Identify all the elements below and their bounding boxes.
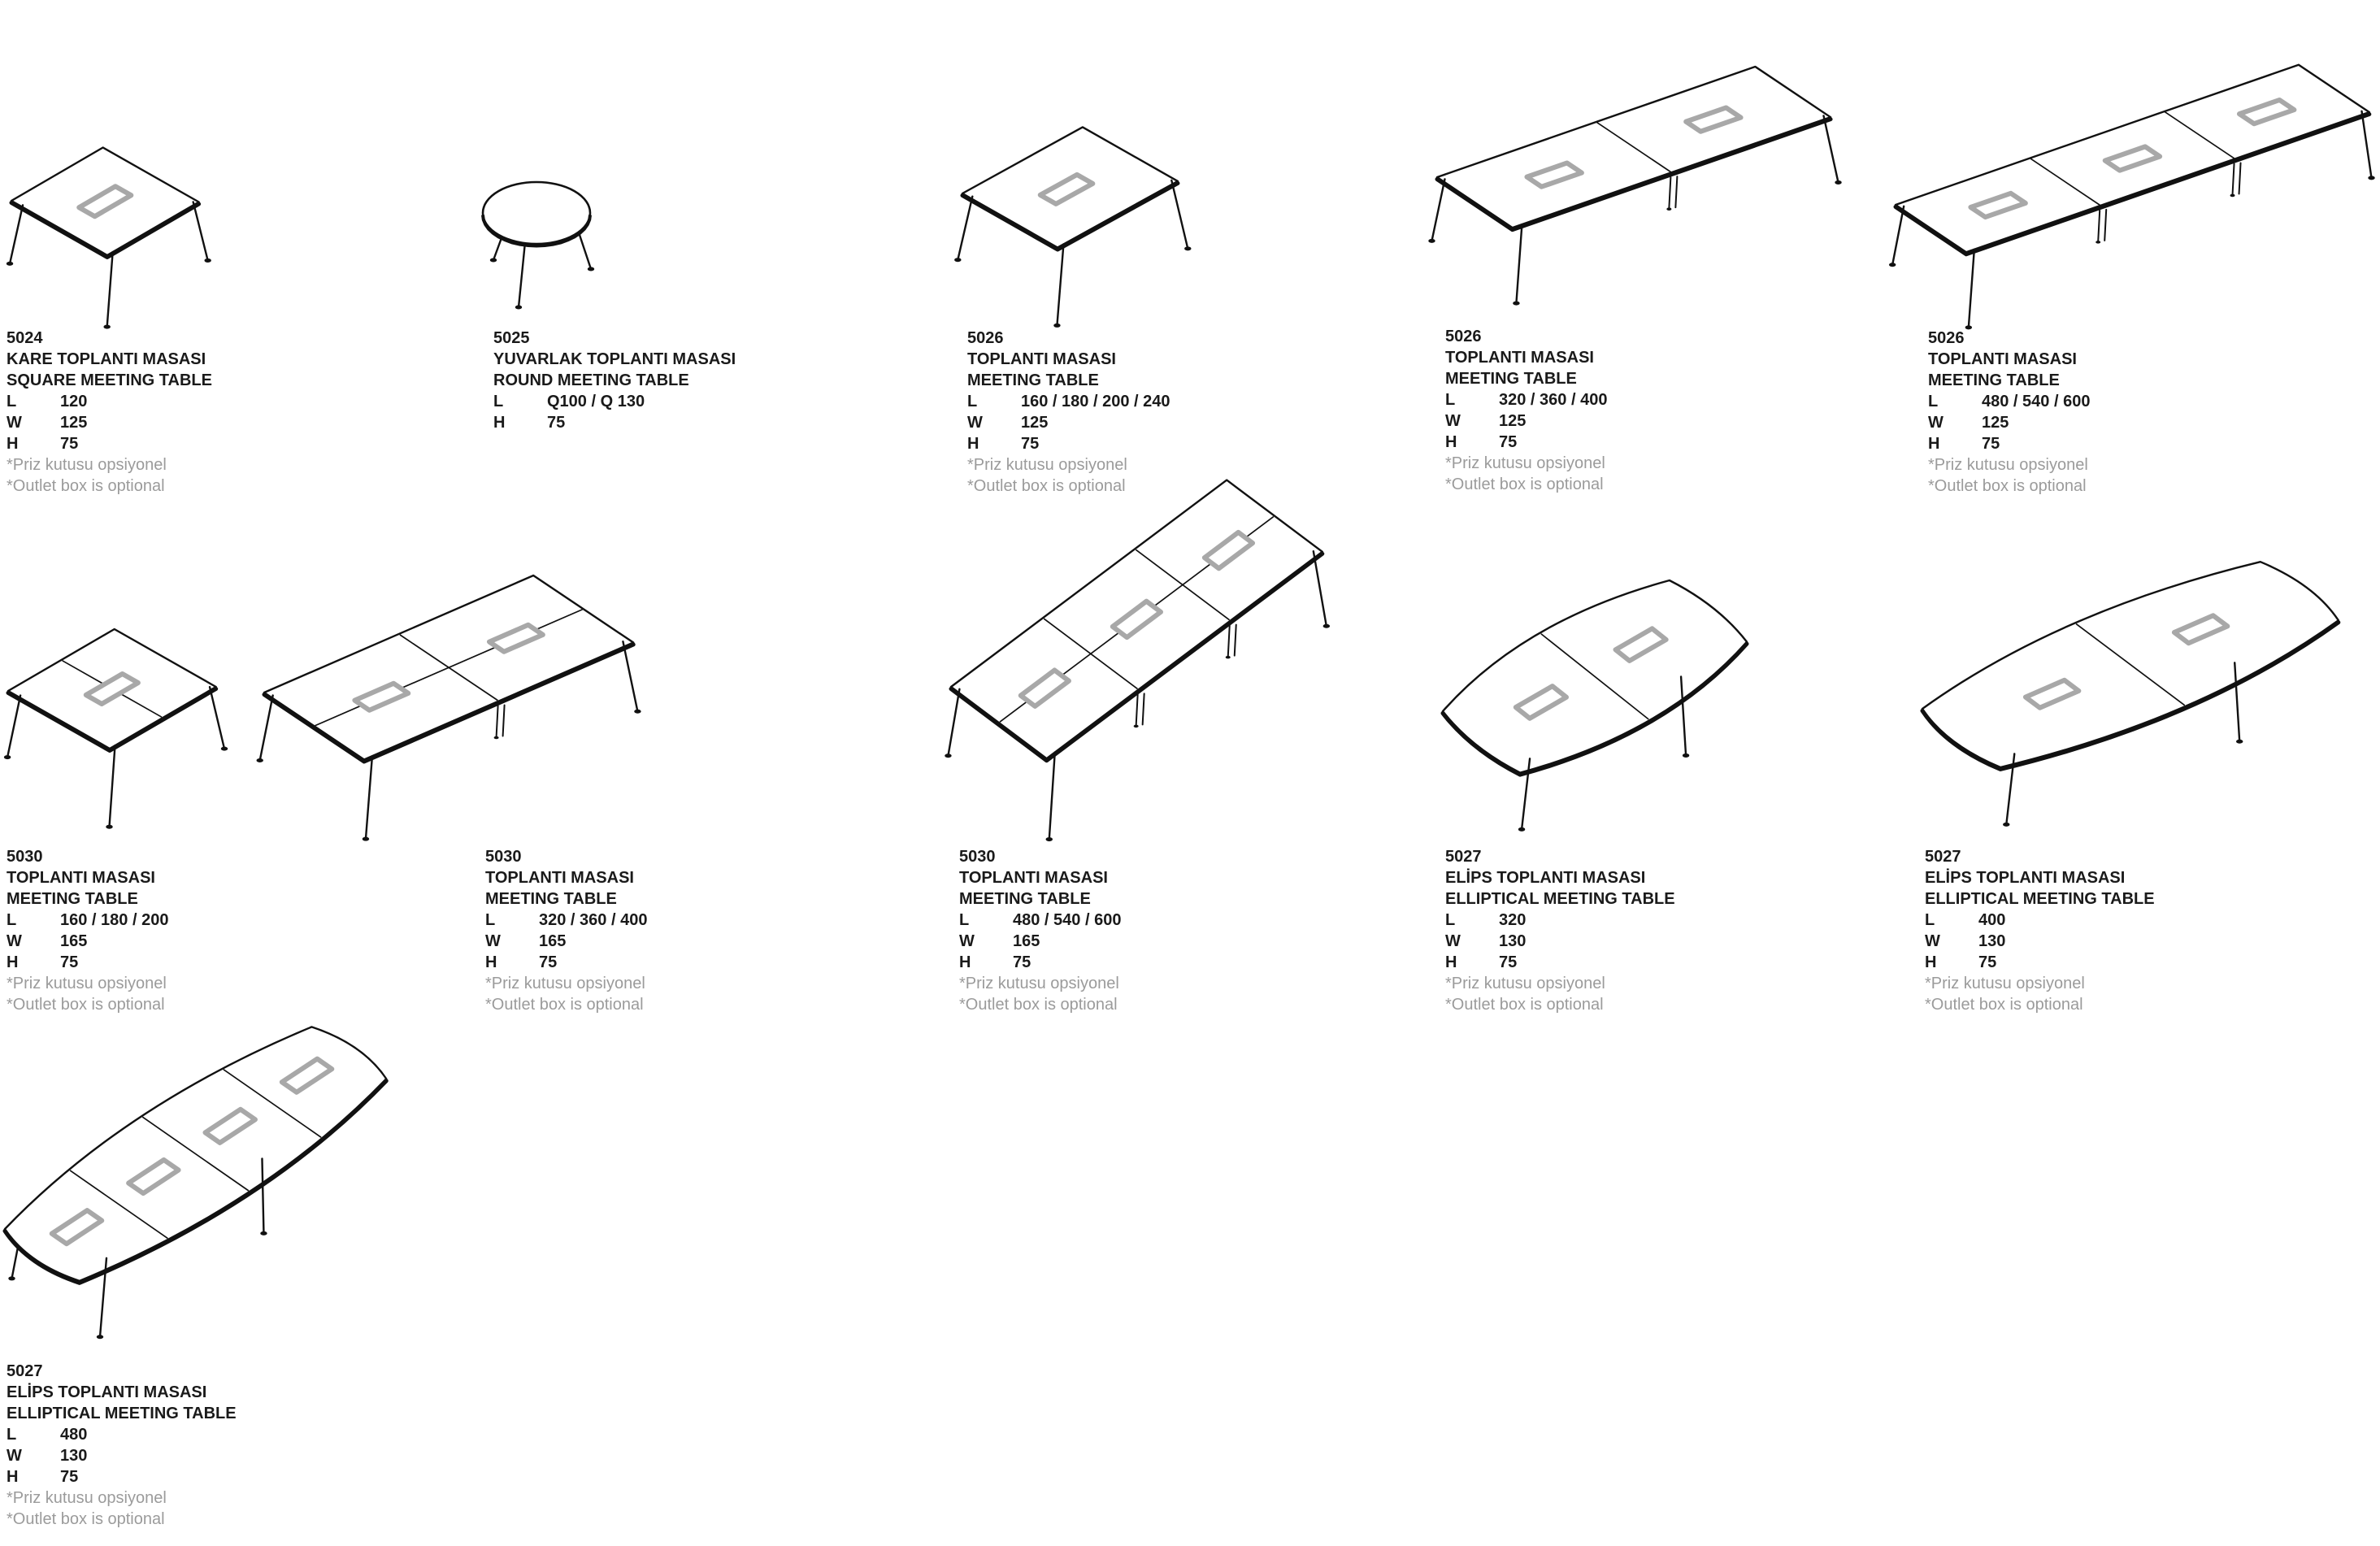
dimension-value: 130 — [60, 1447, 88, 1465]
dimension-row — [7, 910, 168, 931]
dimension-row — [485, 931, 647, 952]
product-code: 5025 — [493, 329, 530, 347]
illustration-5026-4 — [1889, 65, 2375, 330]
illustration-5024-0 — [7, 148, 211, 329]
product-note: *Outlet box is optional — [1445, 996, 1604, 1014]
dimension-row — [493, 412, 736, 433]
product-note: *Outlet box is optional — [967, 477, 1126, 495]
dimension-row — [7, 412, 212, 433]
illustration-5030-7 — [945, 480, 1330, 841]
dimension-label: W — [7, 414, 22, 432]
dimension-value: 165 — [60, 932, 88, 950]
illustration-5027-9 — [1922, 562, 2339, 827]
product-spec — [1928, 328, 2090, 497]
product-notes — [1445, 973, 1675, 1015]
product-notes — [959, 973, 1121, 1015]
product-name-en: ELLIPTICAL MEETING TABLE — [7, 1405, 237, 1422]
product-name-en: MEETING TABLE — [967, 371, 1099, 389]
dimension-value: 320 — [1499, 911, 1527, 929]
dimension-label: H — [959, 953, 971, 971]
product-note: *Outlet box is optional — [7, 996, 165, 1014]
product-note: *Outlet box is optional — [1928, 477, 2087, 495]
product-code: 5026 — [1928, 329, 1965, 347]
product-note: *Priz kutusu opsiyonel — [7, 975, 167, 992]
dimension-label: L — [967, 393, 978, 410]
dimension-row — [485, 910, 647, 931]
product-notes — [7, 454, 212, 497]
product-dimensions — [1445, 389, 1607, 453]
dimension-label: H — [967, 435, 979, 453]
dimension-label: H — [7, 435, 19, 453]
product-notes — [1925, 973, 2155, 1015]
product-code: 5030 — [485, 848, 522, 866]
product-notes — [7, 1487, 237, 1530]
product-name-en: ROUND MEETING TABLE — [493, 371, 689, 389]
product-note: *Priz kutusu opsiyonel — [959, 975, 1119, 992]
dimension-row — [7, 931, 168, 952]
dimension-row — [1925, 910, 2155, 931]
dimension-row — [493, 391, 736, 412]
dimension-label: H — [1928, 435, 1940, 453]
dimension-label: L — [485, 911, 496, 929]
dimension-label: H — [1445, 433, 1457, 451]
product-code: 5027 — [7, 1362, 43, 1380]
product-name-tr: TOPLANTI MASASI — [485, 869, 634, 887]
product-note: *Outlet box is optional — [1925, 996, 2083, 1014]
dimension-value: 75 — [60, 953, 79, 971]
product-code: 5030 — [7, 848, 43, 866]
dimension-label: H — [7, 953, 19, 971]
dimension-label: W — [1928, 414, 1944, 432]
product-spec — [1445, 326, 1607, 495]
dimension-row — [7, 391, 212, 412]
dimension-value: 165 — [539, 932, 567, 950]
product-note: *Priz kutusu opsiyonel — [7, 1489, 167, 1507]
dimension-value: 320 / 360 / 400 — [539, 911, 648, 929]
dimension-label: W — [7, 932, 22, 950]
product-name-en: ELLIPTICAL MEETING TABLE — [1925, 890, 2155, 908]
dimension-row — [967, 433, 1170, 454]
dimension-row — [1445, 410, 1607, 432]
product-spec — [493, 328, 736, 433]
product-note: *Outlet box is optional — [7, 1510, 165, 1528]
dimension-value: 125 — [1021, 414, 1049, 432]
dimension-value: Q100 / Q 130 — [547, 393, 645, 410]
dimension-label: L — [7, 1426, 17, 1444]
dimension-value: 125 — [1982, 414, 2009, 432]
product-name-en: MEETING TABLE — [485, 890, 617, 908]
product-code: 5026 — [1445, 328, 1482, 345]
dimension-label: H — [485, 953, 497, 971]
illustration-5027-10 — [5, 1027, 386, 1339]
dimension-label: L — [959, 911, 970, 929]
product-dimensions — [7, 391, 212, 454]
dimension-row — [1445, 389, 1607, 410]
product-name-tr: TOPLANTI MASASI — [7, 869, 155, 887]
product-dimensions — [1928, 391, 2090, 454]
product-name-en: MEETING TABLE — [7, 890, 138, 908]
illustration-5030-5 — [4, 629, 228, 829]
product-dimensions — [7, 1424, 237, 1487]
dimension-value: 480 — [60, 1426, 88, 1444]
dimension-value: 320 / 360 / 400 — [1499, 391, 1608, 409]
product-code: 5027 — [1925, 848, 1961, 866]
dimension-row — [7, 1424, 237, 1445]
dimension-row — [485, 952, 647, 973]
product-notes — [7, 973, 168, 1015]
dimension-label: L — [1445, 911, 1456, 929]
dimension-row — [1928, 433, 2090, 454]
product-note: *Priz kutusu opsiyonel — [1925, 975, 2085, 992]
dimension-value: 125 — [60, 414, 88, 432]
dimension-row — [1925, 931, 2155, 952]
product-spec — [7, 328, 212, 497]
dimension-value: 75 — [1499, 953, 1518, 971]
dimension-row — [967, 391, 1170, 412]
product-dimensions — [959, 910, 1121, 973]
product-dimensions — [1445, 910, 1675, 973]
dimension-value: 400 — [1978, 911, 2006, 929]
dimension-label: L — [7, 911, 17, 929]
dimension-row — [967, 412, 1170, 433]
product-name-tr: KARE TOPLANTI MASASI — [7, 350, 206, 368]
dimension-label: W — [959, 932, 975, 950]
dimension-value: 75 — [539, 953, 558, 971]
dimension-label: H — [7, 1468, 19, 1486]
product-notes — [1928, 454, 2090, 497]
dimension-row — [7, 1445, 237, 1466]
product-name-tr: YUVARLAK TOPLANTI MASASI — [493, 350, 736, 368]
product-name-en: SQUARE MEETING TABLE — [7, 371, 212, 389]
product-name-en: MEETING TABLE — [1928, 371, 2060, 389]
product-notes — [485, 973, 647, 1015]
dimension-label: L — [7, 393, 17, 410]
dimension-value: 125 — [1499, 412, 1527, 430]
dimension-value: 120 — [60, 393, 88, 410]
dimension-label: W — [7, 1447, 22, 1465]
product-dimensions — [7, 910, 168, 973]
product-note: *Priz kutusu opsiyonel — [967, 456, 1127, 474]
product-spec — [1925, 846, 2155, 1015]
product-dimensions — [493, 391, 736, 433]
product-note: *Priz kutusu opsiyonel — [1928, 456, 2088, 474]
product-spec — [7, 846, 168, 1015]
dimension-row — [7, 433, 212, 454]
product-name-tr: ELİPS TOPLANTI MASASI — [1445, 869, 1646, 887]
dimension-value: 480 / 540 / 600 — [1013, 911, 1122, 929]
dimension-value: 130 — [1499, 932, 1527, 950]
product-name-tr: TOPLANTI MASASI — [967, 350, 1116, 368]
dimension-value: 75 — [60, 1468, 79, 1486]
illustration-5026-2 — [954, 127, 1191, 328]
dimension-value: 160 / 180 / 200 / 240 — [1021, 393, 1170, 410]
dimension-row — [1445, 952, 1675, 973]
dimension-value: 160 / 180 / 200 — [60, 911, 169, 929]
product-notes — [967, 454, 1170, 497]
dimension-label: L — [493, 393, 504, 410]
product-note: *Outlet box is optional — [959, 996, 1118, 1014]
product-name-tr: TOPLANTI MASASI — [1445, 349, 1594, 367]
dimension-row — [1928, 391, 2090, 412]
dimension-row — [959, 910, 1121, 931]
illustration-5030-6 — [256, 575, 641, 841]
product-note: *Outlet box is optional — [1445, 476, 1604, 493]
product-note: *Priz kutusu opsiyonel — [485, 975, 645, 992]
dimension-row — [1445, 931, 1675, 952]
product-code: 5027 — [1445, 848, 1482, 866]
dimension-value: 75 — [1978, 953, 1997, 971]
dimension-value: 75 — [60, 435, 79, 453]
dimension-row — [7, 952, 168, 973]
dimension-label: W — [1445, 412, 1461, 430]
dimension-label: W — [967, 414, 983, 432]
dimension-value: 75 — [547, 414, 566, 432]
dimension-row — [959, 931, 1121, 952]
dimension-label: H — [1925, 953, 1937, 971]
dimension-label: L — [1445, 391, 1456, 409]
product-note: *Priz kutusu opsiyonel — [1445, 975, 1605, 992]
product-spec — [485, 846, 647, 1015]
product-spec — [7, 1361, 237, 1530]
product-name-en: MEETING TABLE — [1445, 370, 1577, 388]
dimension-row — [959, 952, 1121, 973]
product-code: 5024 — [7, 329, 43, 347]
product-dimensions — [485, 910, 647, 973]
dimension-label: W — [1925, 932, 1940, 950]
illustration-5027-8 — [1443, 580, 1747, 832]
product-note: *Priz kutusu opsiyonel — [7, 456, 167, 474]
dimension-value: 130 — [1978, 932, 2006, 950]
product-notes — [1445, 453, 1607, 495]
product-name-en: ELLIPTICAL MEETING TABLE — [1445, 890, 1675, 908]
product-note: *Outlet box is optional — [485, 996, 644, 1014]
product-note: *Priz kutusu opsiyonel — [1445, 454, 1605, 472]
illustration-5025-1 — [483, 182, 594, 310]
dimension-row — [1445, 432, 1607, 453]
dimension-value: 75 — [1499, 433, 1518, 451]
product-dimensions — [1925, 910, 2155, 973]
product-code: 5026 — [967, 329, 1004, 347]
product-name-tr: ELİPS TOPLANTI MASASI — [7, 1383, 207, 1401]
dimension-label: L — [1928, 393, 1939, 410]
dimension-row — [7, 1466, 237, 1487]
illustration-5026-3 — [1428, 67, 1841, 306]
dimension-value: 165 — [1013, 932, 1040, 950]
product-spec — [967, 328, 1170, 497]
product-code: 5030 — [959, 848, 996, 866]
dimension-label: H — [1445, 953, 1457, 971]
dimension-row — [1928, 412, 2090, 433]
product-dimensions — [967, 391, 1170, 454]
dimension-label: W — [1445, 932, 1461, 950]
dimension-label: H — [493, 414, 506, 432]
dimension-label: L — [1925, 911, 1935, 929]
dimension-value: 480 / 540 / 600 — [1982, 393, 2091, 410]
product-name-en: MEETING TABLE — [959, 890, 1091, 908]
product-spec — [959, 846, 1121, 1015]
product-note: *Outlet box is optional — [7, 477, 165, 495]
product-spec — [1445, 846, 1675, 1015]
dimension-row — [1925, 952, 2155, 973]
dimension-label: W — [485, 932, 501, 950]
dimension-value: 75 — [1982, 435, 2000, 453]
dimension-value: 75 — [1013, 953, 1031, 971]
dimension-row — [1445, 910, 1675, 931]
product-name-tr: TOPLANTI MASASI — [959, 869, 1108, 887]
dimension-value: 75 — [1021, 435, 1040, 453]
product-name-tr: ELİPS TOPLANTI MASASI — [1925, 869, 2126, 887]
product-name-tr: TOPLANTI MASASI — [1928, 350, 2077, 368]
